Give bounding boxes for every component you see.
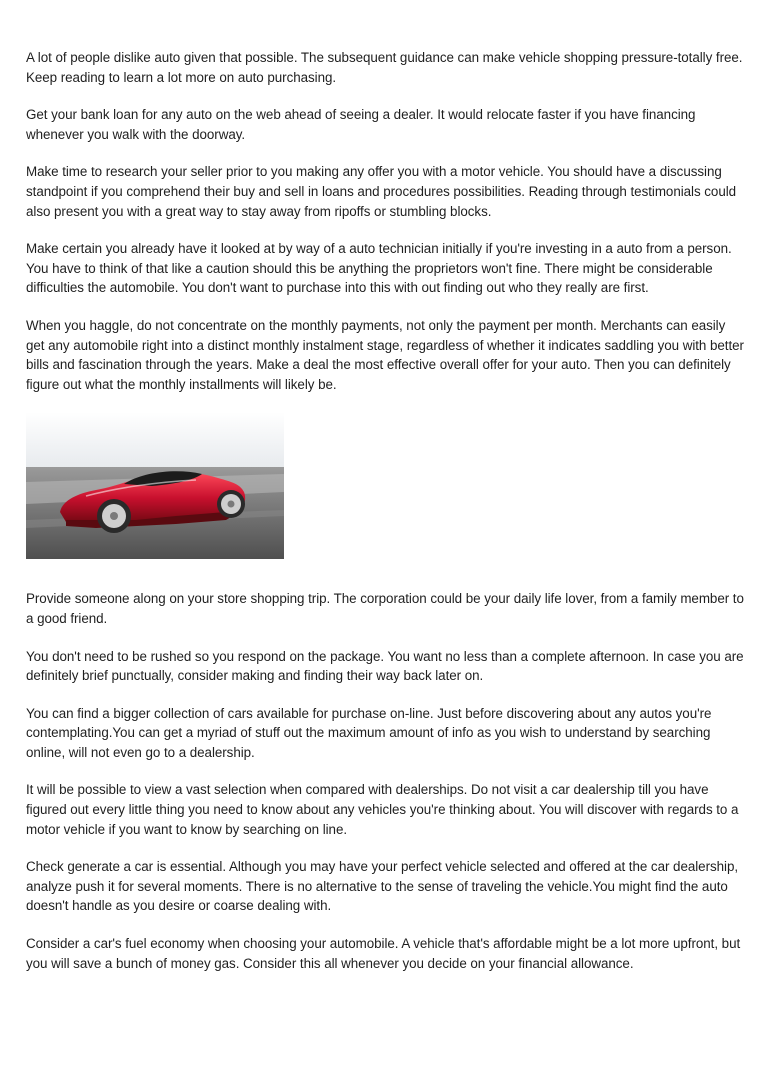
paragraph-11: Consider a car's fuel economy when choosing your automobile. A vehicle that's affordable might be a lot more upfront, but you will save a bunch of money gas. Consider this all whenever you decide on your financial allowance. — [26, 936, 741, 971]
paragraph-9: It will be possible to view a vast selection when compared with dealerships. Do not visit a car dealership till you have figured out every little thing you need to know about any vehicles you're thinking about. You will discover with regards to a motor vehicle if you want to know by searching on line. — [26, 782, 739, 837]
paragraph-1: A lot of people dislike auto given that possible. The subsequent guidance can make vehicle shopping pressure-totally free. Keep reading to learn a lot more on auto purchasing. — [26, 50, 743, 85]
paragraph-3: Make time to research your seller prior to you making any offer you with a motor vehicle. You should have a discussing standpoint if you comprehend their buy and sell in loans and procedures possibilities. Reading through testimonials could also present you with a great way to stay away from ripoffs or stumbling blocks. — [26, 164, 737, 219]
paragraph-7: You don't need to be rushed so you respond on the package. You want no less than a complete afternoon. In case you are definitely brief punctually, consider making and finding their way back later on. — [26, 648, 744, 684]
document-page — [26, 48, 746, 991]
paragraph-5: When you haggle, do not concentrate on the monthly payments, not only the payment per month. Merchants can easily get any automobile right into a distinct monthly instalment stage, regardless of whether it indicates saddling you with better bills and fascination through the years. Make a deal the most effective overall offer for your auto. Then you can definitely figure out what the monthly installments will likely be. — [26, 317, 744, 392]
red-sports-car-icon — [26, 412, 284, 559]
car-photo — [26, 412, 284, 559]
paragraph-2: Get your bank loan for any auto on the web ahead of seeing a dealer. It would relocate faster if you have financing whenever you walk with the doorway. — [26, 107, 696, 142]
paragraph-6: Provide someone along on your store shopping trip. The corporation could be your daily life lover, from a family member to a good friend. — [26, 591, 744, 626]
paragraph-8: You can find a bigger collection of cars available for purchase on-line. Just before discovering about any autos you're contemplating.You can get a myriad of stuff out the maximum amount of info as you wish to understand by searching online, will not even go to a dealership. — [26, 705, 712, 760]
paragraph-4: Make certain you already have it looked at by way of a auto technician initially if you're investing in a auto from a person. You have to think of that like a caution should this be anything the proprietors won't fine. There might be considerable difficulties the automobile. You don't want to purchase into this with out finding out who they really are first. — [26, 241, 732, 296]
paragraph-10: Check generate a car is essential. Although you may have your perfect vehicle selected and offered at the car dealership, analyze push it for several moments. There is no alternative to the sense of traveling the vehicle.You might find the auto doesn't handle as you desire or coarse dealing with. — [26, 859, 739, 914]
